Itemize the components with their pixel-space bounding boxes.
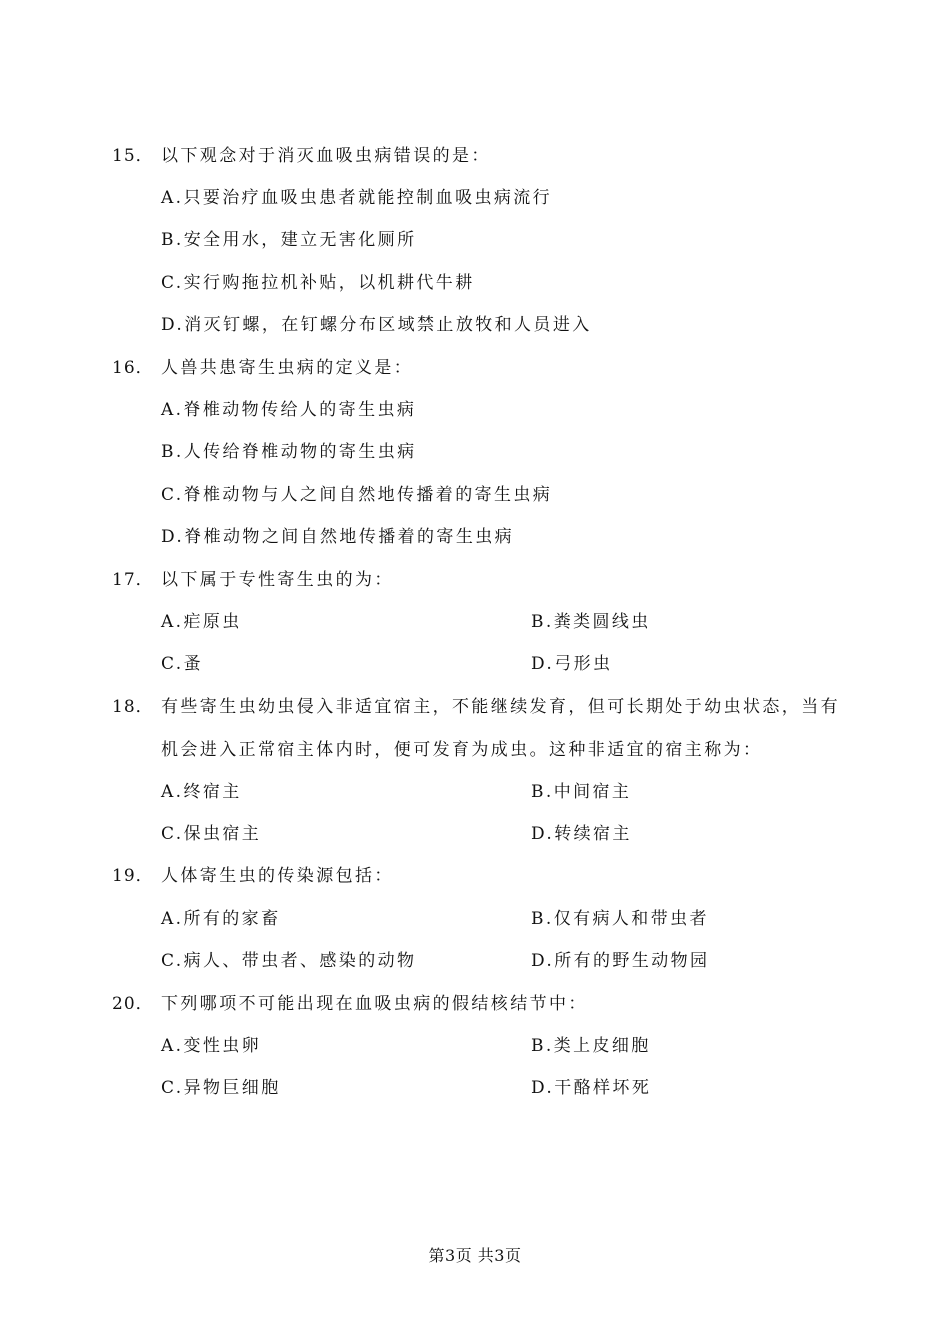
question-16-option-c: C.脊椎动物与人之间自然地传播着的寄生虫病 xyxy=(161,485,553,505)
question-19-option-c: C.病人、带虫者、感染的动物 xyxy=(161,951,417,971)
question-15-number: 15． xyxy=(112,146,154,166)
question-17-option-d: D.弓形虫 xyxy=(531,654,613,674)
question-15-option-d: D.消灭钉螺，在钉螺分布区域禁止放牧和人员进入 xyxy=(161,315,592,335)
question-20-option-d: D.干酪样坏死 xyxy=(531,1078,652,1098)
question-16-option-d: D.脊椎动物之间自然地传播着的寄生虫病 xyxy=(161,527,515,547)
question-20-option-b: B.类上皮细胞 xyxy=(531,1036,651,1056)
question-18-option-a: A.终宿主 xyxy=(161,782,242,802)
question-15-option-b: B.安全用水，建立无害化厕所 xyxy=(161,230,417,250)
question-18-stem: 有些寄生虫幼虫侵入非适宜宿主，不能继续发育，但可长期处于幼虫状态，当有机会进入正常宿主体内时，便可发育为成虫。这种非适宜的宿主称为： xyxy=(161,697,840,760)
question-16-stem: 人兽共患寄生虫病的定义是： xyxy=(161,358,414,378)
question-16-number: 16． xyxy=(112,358,154,378)
question-20-option-a: A.变性虫卵 xyxy=(161,1036,262,1056)
question-20-stem: 下列哪项不可能出现在血吸虫病的假结核结节中： xyxy=(161,994,588,1014)
question-17-stem: 以下属于专性寄生虫的为： xyxy=(161,570,394,590)
question-20-number: 20． xyxy=(112,994,154,1014)
question-18-option-c: C.保虫宿主 xyxy=(161,824,262,844)
question-19-stem: 人体寄生虫的传染源包括： xyxy=(161,866,394,886)
question-17-option-a: A.疟原虫 xyxy=(161,612,242,632)
question-18-number: 18． xyxy=(112,697,154,717)
question-15-option-a: A.只要治疗血吸虫患者就能控制血吸虫病流行 xyxy=(161,188,553,208)
question-17-option-b: B.粪类圆线虫 xyxy=(531,612,651,632)
question-15-stem: 以下观念对于消灭血吸虫病错误的是： xyxy=(161,146,491,166)
question-19-option-d: D.所有的野生动物园 xyxy=(531,951,710,971)
question-19-option-b: B.仅有病人和带虫者 xyxy=(531,909,709,929)
question-19-number: 19． xyxy=(112,866,154,886)
question-17-number: 17． xyxy=(112,570,154,590)
question-15-option-c: C.实行购拖拉机补贴，以机耕代牛耕 xyxy=(161,273,475,293)
question-20-option-c: C.异物巨细胞 xyxy=(161,1078,281,1098)
question-18-option-b: B.中间宿主 xyxy=(531,782,632,802)
question-18-option-d: D.转续宿主 xyxy=(531,824,632,844)
question-16-option-b: B.人传给脊椎动物的寄生虫病 xyxy=(161,442,417,462)
question-19-option-a: A.所有的家畜 xyxy=(161,909,281,929)
question-16-option-a: A.脊椎动物传给人的寄生虫病 xyxy=(161,400,417,420)
page-footer: 第3页 共3页 xyxy=(428,1246,522,1265)
question-17-option-c: C.蚤 xyxy=(161,654,204,674)
